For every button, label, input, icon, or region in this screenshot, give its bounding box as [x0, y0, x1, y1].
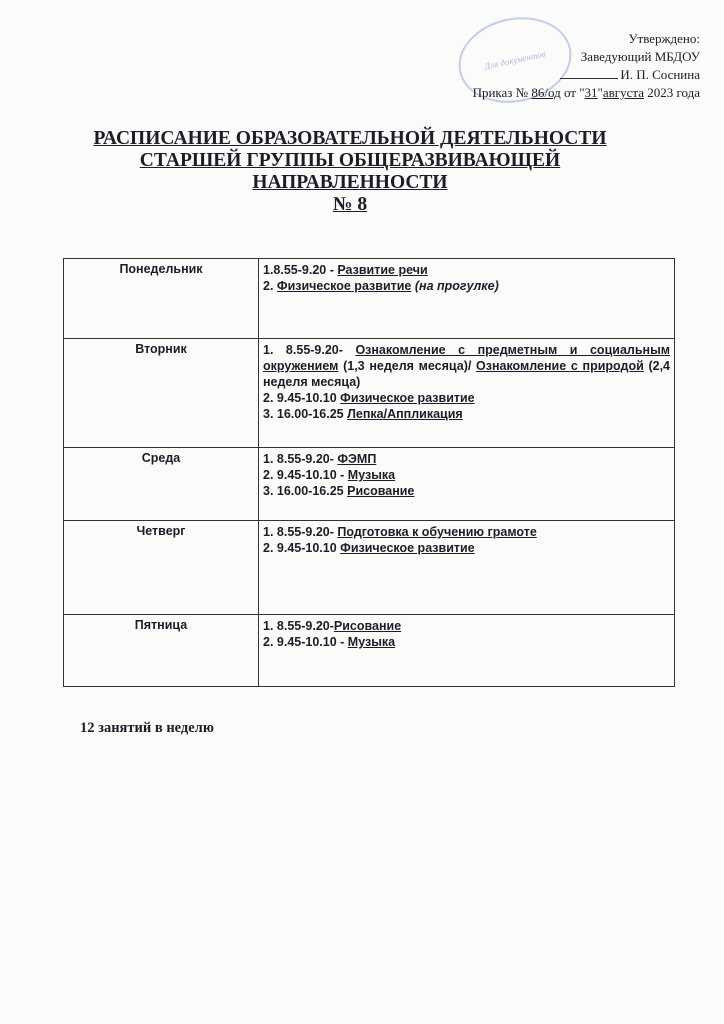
- lesson-subject-alt: Ознакомление с природой: [476, 359, 644, 373]
- lesson-time: 2. 9.45-10.10: [263, 391, 341, 405]
- lesson-line: [263, 467, 670, 483]
- lesson-time: 2. 9.45-10.10 -: [263, 635, 348, 649]
- lesson-time: 2. 9.45-10.10: [263, 541, 341, 555]
- lesson-time: 1. 8.55-9.20-: [263, 525, 338, 539]
- lesson-subject: Музыка: [347, 468, 396, 482]
- approval-block: [473, 30, 700, 102]
- weekly-summary: 12 занятий в неделю: [80, 720, 214, 736]
- table-row: [64, 521, 675, 615]
- signature-blank: [560, 78, 618, 79]
- lesson-subject: Лепка/Аппликация: [347, 407, 463, 421]
- lesson-line: [263, 540, 670, 556]
- lesson-note: (на прогулке): [411, 279, 499, 293]
- lesson-time: 1. 8.55-9.20-: [263, 619, 334, 633]
- lessons-cell: [259, 339, 675, 448]
- day-cell: Четверг: [64, 521, 259, 615]
- lesson-subject: Подготовка к обучению грамоте: [337, 525, 537, 539]
- document-title: [60, 128, 640, 216]
- lesson-line: [263, 634, 670, 650]
- lesson-subject: Ознакомление с предметным и социальным окружением: [263, 343, 670, 373]
- lesson-subject: Рисование: [333, 619, 402, 633]
- order-year: 2023 года: [647, 85, 700, 100]
- lessons-cell: [259, 259, 675, 339]
- lesson-time: 1.8.55-9.20 -: [263, 263, 338, 277]
- lesson-subject: Физическое развитие: [340, 541, 475, 555]
- approval-signatory: И. П. Соснина: [620, 67, 700, 82]
- approval-signature-line: [473, 66, 700, 84]
- table-row: [64, 259, 675, 339]
- title-line-2: СТАРШЕЙ ГРУППЫ ОБЩЕРАЗВИВАЮЩЕЙ: [139, 150, 561, 171]
- lesson-subject: Рисование: [347, 484, 415, 498]
- lesson-time: 2. 9.45-10.10 -: [263, 468, 348, 482]
- lesson-note-alt: (2,4 неделя месяца): [263, 359, 670, 389]
- lesson-subject: Физическое развитие: [276, 279, 412, 293]
- lesson-line: [263, 406, 670, 422]
- order-month: августа: [602, 85, 644, 100]
- stamp-text: Для документов: [483, 48, 547, 72]
- lesson-line: [263, 278, 670, 294]
- lesson-line: [263, 483, 670, 499]
- lesson-time: 3. 16.00-16.25: [263, 484, 348, 498]
- title-line-4: № 8: [332, 194, 368, 215]
- day-cell: Понедельник: [64, 259, 259, 339]
- lesson-line: [263, 524, 670, 540]
- lesson-line: [263, 262, 670, 278]
- lesson-time: 1. 8.55-9.20-: [263, 343, 356, 357]
- order-quote: ": [597, 85, 603, 100]
- lesson-line: [263, 390, 670, 406]
- lesson-time: 2.: [263, 279, 277, 293]
- approval-order: [473, 84, 700, 102]
- order-day: 31: [584, 85, 598, 100]
- lesson-subject: ФЭМП: [337, 452, 377, 466]
- lesson-line: [263, 342, 670, 390]
- order-prefix: Приказ №: [472, 85, 529, 100]
- day-cell: Пятница: [64, 615, 259, 687]
- lesson-note: (1,3 неделя месяца)/: [338, 359, 477, 373]
- table-row: [64, 339, 675, 448]
- lessons-cell: [259, 615, 675, 687]
- order-mid: от ": [563, 85, 585, 100]
- day-cell: Вторник: [64, 339, 259, 448]
- approval-heading: Утверждено:: [628, 31, 700, 46]
- lesson-line: [263, 618, 670, 634]
- table-row: [64, 448, 675, 521]
- title-line-1: РАСПИСАНИЕ ОБРАЗОВАТЕЛЬНОЙ ДЕЯТЕЛЬНОСТИ: [93, 128, 607, 149]
- lesson-subject: Развитие речи: [337, 263, 428, 277]
- lessons-cell: [259, 448, 675, 521]
- schedule-table: [63, 258, 675, 687]
- lesson-subject: Физическое развитие: [340, 391, 475, 405]
- table-row: [64, 615, 675, 687]
- approval-position: Заведующий МБДОУ: [580, 49, 700, 64]
- lesson-time: 1. 8.55-9.20-: [263, 452, 338, 466]
- lesson-line: [263, 451, 670, 467]
- day-cell: Среда: [64, 448, 259, 521]
- lesson-subject: Музыка: [347, 635, 396, 649]
- lesson-time: 3. 16.00-16.25: [263, 407, 348, 421]
- order-number: 86/од: [531, 85, 561, 100]
- title-line-3: НАПРАВЛЕННОСТИ: [252, 172, 448, 193]
- lessons-cell: [259, 521, 675, 615]
